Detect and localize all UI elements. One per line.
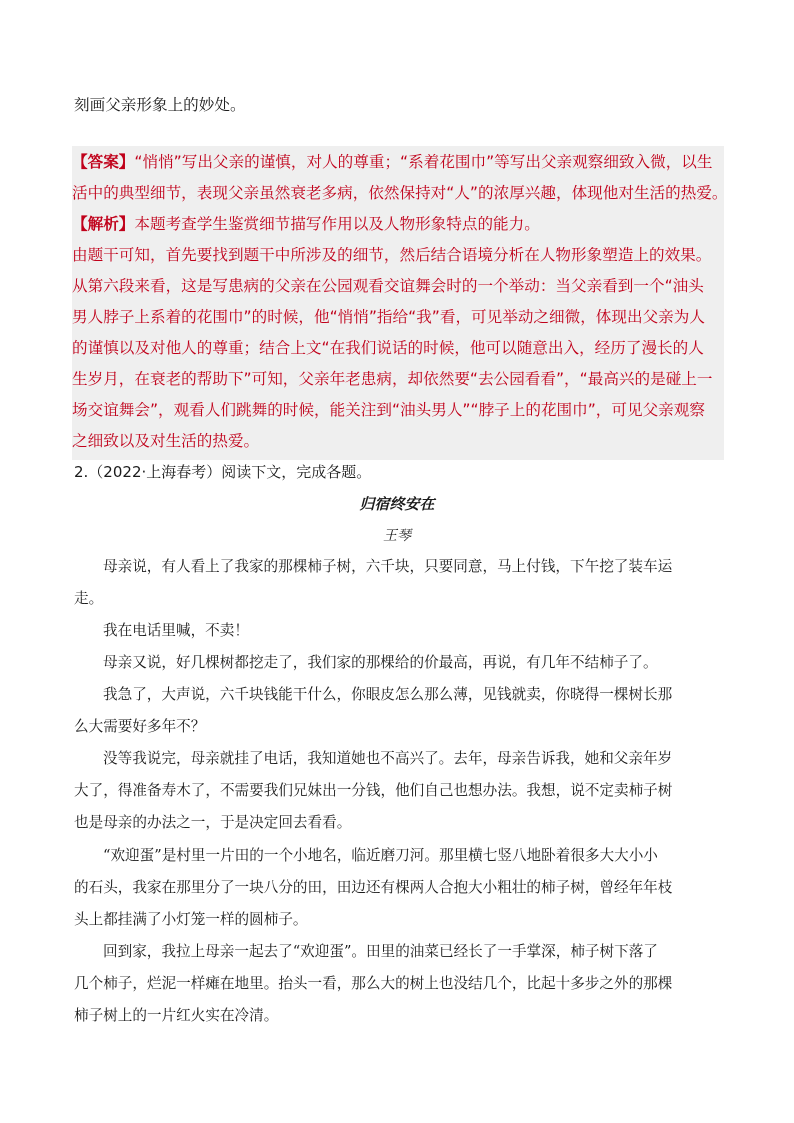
- answer-line-2: 活中的典型细节，表现父亲虽然衰老多病，依然保持对“人”的浓厚兴趣，体现他对生活的热爱。: [72, 184, 728, 202]
- analysis-line: 的谨慎以及对他人的尊重；结合上文“在我们说话的时候，他可以随意出入，经历了漫长的人: [72, 339, 704, 357]
- answer-analysis-block: [72, 146, 728, 460]
- article-line: 几个柿子，烂泥一样瘫在地里。抬头一看，那么大的树上也没结几个，比起十多步之外的那棵: [74, 975, 673, 992]
- article-line: 回到家，我拉上母亲一起去了“欢迎蛋”。田里的油菜已经长了一手掌深，柿子树下落了: [103, 943, 658, 960]
- analysis-line: 生岁月，在衰老的帮助下”可知，父亲年老患病，却依然要“去公园看看”，“最高兴的是碰上一: [72, 370, 713, 388]
- analysis-line: 从第六段来看，这是写患病的父亲在公园观看交谊舞会时的一个举动：当父亲看到一个“油头: [72, 277, 704, 295]
- answer-label: 【答案】: [72, 153, 135, 171]
- article-line: 的石头，我家在那里分了一块八分的田，田边还有棵两人合抱大小粗壮的柿子树，曾经年年枝: [74, 879, 673, 896]
- answer-text-1: “悄悄”写出父亲的谨慎，对人的尊重；“系着花围巾”等写出父亲观察细致入微，以生: [134, 153, 713, 171]
- article-line: 我在电话里喊，不卖！: [103, 622, 249, 639]
- question-2-heading: 2.（2022·上海春考）阅读下文，完成各题。: [74, 463, 372, 481]
- analysis-label: 【解析】: [72, 215, 135, 233]
- analysis-line: 之细致以及对生活的热爱。: [72, 432, 260, 450]
- article-line: “欢迎蛋”是村里一片田的一个小地名，临近磨刀河。那里横七竖八地卧着很多大大小小: [103, 847, 658, 864]
- analysis-line: 由题干可知，首先要找到题干中所涉及的细节，然后结合语境分析在人物形象塑造上的效果。: [72, 246, 712, 264]
- article-line: 我急了，大声说，六千块钱能干什么，你眼皮怎么那么薄，见钱就卖，你晓得一棵树长那: [103, 686, 673, 703]
- article-line: 走。: [74, 590, 104, 607]
- analysis-line: 场交谊舞会”，观看人们跳舞的时候，能关注到“油头男人”“脖子上的花围巾”，可见父亲观察: [72, 401, 705, 419]
- article-line: 母亲说，有人看上了我家的那棵柿子树，六千块，只要同意，马上付钱，下午挖了装车运: [103, 558, 673, 575]
- article-line: 柿子树上的一片红火实在冷清。: [74, 1007, 279, 1024]
- article-author: 王琴: [383, 528, 411, 544]
- article-line: 大了，得准备寿木了，不需要我们兄妹出一分钱，他们自己也想办法。我想，说不定卖柿子树: [74, 782, 673, 799]
- analysis-line-1: [72, 214, 724, 234]
- article-line: 也是母亲的办法之一，于是决定回去看看。: [74, 814, 352, 831]
- intro-line: 刻画父亲形象上的妙处。: [74, 96, 246, 114]
- article-title: 归宿终安在: [359, 495, 435, 513]
- article-line: 么大需要好多年不？: [74, 718, 206, 735]
- article-line: 没等我说完，母亲就挂了电话，我知道她也不高兴了。去年，母亲告诉我，她和父亲年岁: [103, 750, 673, 767]
- article-line: 头上都挂满了小灯笼一样的圆柿子。: [74, 911, 308, 928]
- analysis-line: 男人脖子上系着的花围巾”的时候，他“悄悄”指给“我”看，可见举动之细微，体现出父亲为人: [72, 308, 705, 326]
- article-line: 母亲又说，好几棵树都挖走了，我们家的那棵给的价最高，再说，有几年不结柿子了。: [103, 654, 658, 671]
- answer-line-1: [72, 152, 724, 172]
- analysis-text-1: 本题考查学生鉴赏细节描写作用以及人物形象特点的能力。: [134, 215, 540, 233]
